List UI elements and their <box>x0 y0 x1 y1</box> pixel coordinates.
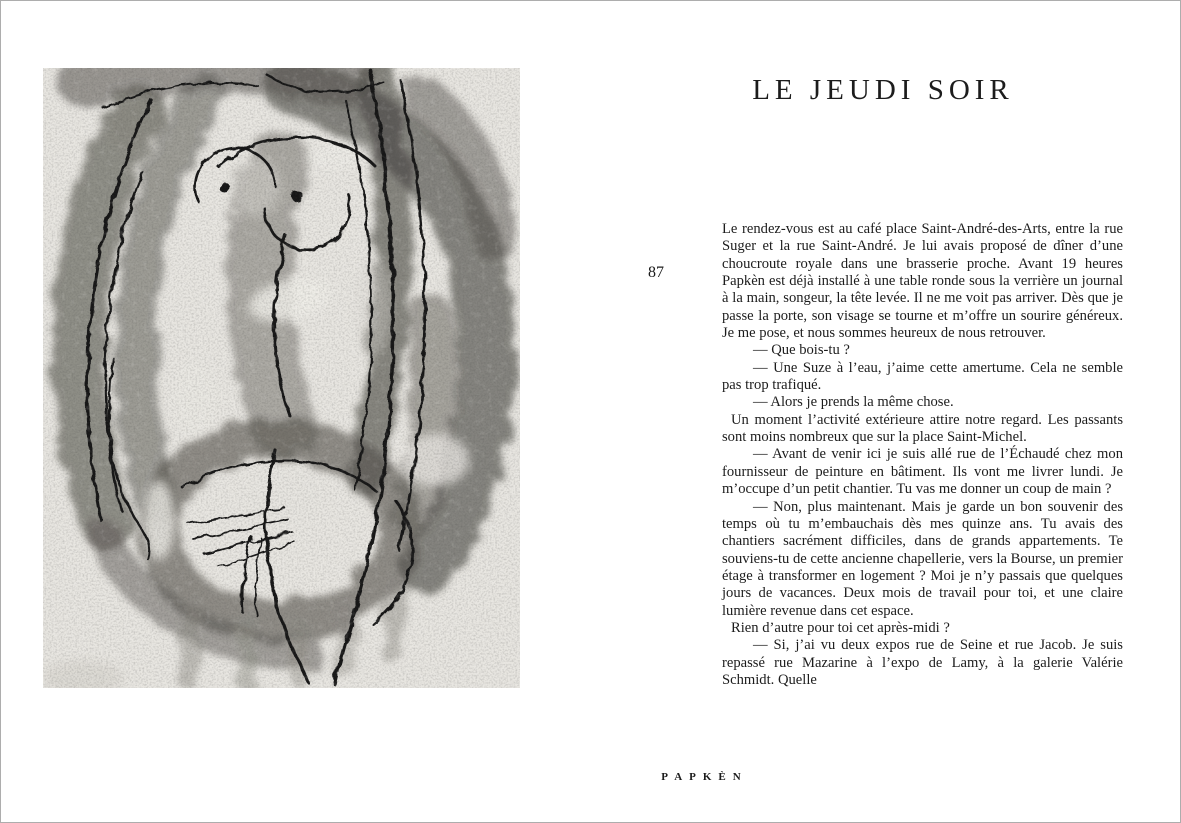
page-number: 87 <box>648 264 664 281</box>
running-footer: PAPKÈN <box>661 771 748 783</box>
paragraph: — Que bois-tu ? <box>753 342 850 359</box>
left-page-artwork <box>43 68 520 688</box>
charcoal-drawing <box>43 68 520 688</box>
paragraph: Rien d’autre pour toi cet après-midi ? <box>731 619 950 636</box>
paragraph: — Avant de venir ici je suis allé rue de l’Échaudé chez mon fournisseur de peinture en bâtiment. Ils vont me livrer lundi. Je m’occupe d’un petit chantier. Tu vas me donner un coup de main ? <box>722 446 1123 498</box>
paragraph: — Alors je prends la même chose. <box>753 394 954 411</box>
paragraph: — Une Suze à l’eau, j’aime cette amertume. Cela ne semble pas trop trafiqué. <box>722 359 1123 394</box>
paragraph: Le rendez-vous est au café place Saint-André-des-Arts, entre la rue Suger et la rue Saint-André. Je lui avais proposé de dîner d’une choucroute royale dans une brasserie proche. Avant 19 heures Papkèn est déjà installé à une table ronde sous la verrière un journal à la main, songeur, la tête levée. Il ne me voit pas arriver. Dès que je passe la porte, son visage se tourne et m’offre un sourire généreux. Je me pose, et nous sommes heureux de nous retrouver. <box>722 221 1123 342</box>
body-text <box>722 221 1123 689</box>
paragraph: — Si, j’ai vu deux expos rue de Seine et rue Jacob. Je suis repassé rue Mazarine à l’expo de Lamy, à la galerie Valérie Schmidt. Quelle <box>722 637 1123 688</box>
paragraph: — Non, plus maintenant. Mais je garde un bon souvenir des temps où tu m’embauchais dès mes quinze ans. Tu avais des chantiers sacrément difficiles, dans de grands appartements. Te souviens-tu de cette ancienne chapellerie, vers la Bourse, un premier étage à transformer en logement ? Moi je n’y passais que quelques jours de vacances. Deux mois de travail pour toi, et une claire lumière revenue dans cet espace. <box>722 498 1123 619</box>
chapter-title: LE JEUDI SOIR <box>752 74 1014 106</box>
paragraph: Un moment l’activité extérieure attire notre regard. Les passants sont moins nombreux que sur la place Saint-Michel. <box>722 411 1123 446</box>
